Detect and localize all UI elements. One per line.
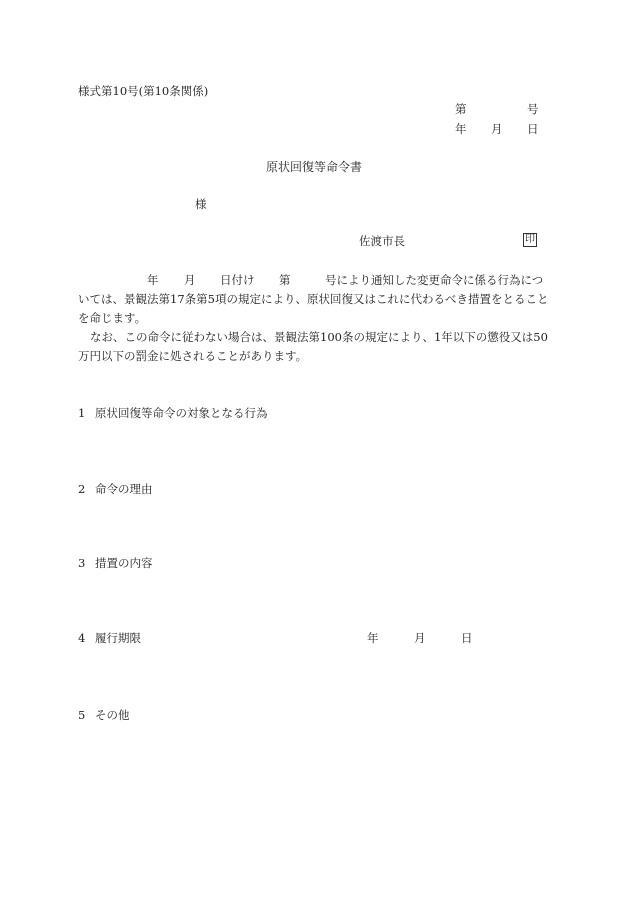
body-line-5: 万円以下の罰金に処されることがあります。 xyxy=(78,349,308,363)
section-label: その他 xyxy=(95,708,130,722)
document-title: 原状回復等命令書 xyxy=(266,160,363,174)
section-number: 5 xyxy=(78,708,86,722)
issue-date-year: 年 xyxy=(455,122,467,136)
section-label: 命令の理由 xyxy=(95,482,153,496)
seal-mark: 印 xyxy=(525,234,535,245)
deadline-month: 月 xyxy=(414,631,426,645)
section-number: 1 xyxy=(78,406,86,420)
form-label: 様式第10号(第10条関係) xyxy=(78,84,209,98)
body-notice-number-prefix: 第 xyxy=(279,273,291,287)
body-notice-dated: 日付け xyxy=(220,273,255,287)
addressee-suffix: 様 xyxy=(195,197,207,211)
section-number: 4 xyxy=(78,631,86,645)
body-notice-year: 年 xyxy=(147,273,159,287)
body-notice-month: 月 xyxy=(184,273,196,287)
issue-date-month: 月 xyxy=(491,122,503,136)
body-line-4: なお、この命令に従わない場合は、景観法第100条の規定により、1年以下の懲役又は50 xyxy=(90,330,548,344)
document-number-prefix: 第 xyxy=(455,102,467,116)
body-line-3: を命じます。 xyxy=(78,311,147,325)
section-number: 2 xyxy=(78,482,86,496)
section-label: 原状回復等命令の対象となる行為 xyxy=(95,406,268,420)
section-label: 履行期限 xyxy=(95,631,141,645)
section-other xyxy=(78,710,130,722)
document-number-suffix: 号 xyxy=(527,102,539,116)
section-measures xyxy=(78,558,153,570)
deadline-day: 日 xyxy=(461,631,473,645)
deadline-year: 年 xyxy=(367,631,379,645)
section-reason xyxy=(78,484,153,496)
issue-date-day: 日 xyxy=(527,122,539,136)
issuer-name: 佐渡市長 xyxy=(359,234,405,248)
section-deadline xyxy=(78,633,141,645)
body-line-2: いては、景観法第17条第5項の規定により、原状回復又はこれに代わるべき措置をとること xyxy=(78,292,549,306)
section-label: 措置の内容 xyxy=(95,556,153,570)
section-target-act xyxy=(78,408,268,420)
body-line-1: 号により通知した変更命令に係る行為につ xyxy=(325,273,544,287)
section-number: 3 xyxy=(78,556,86,570)
